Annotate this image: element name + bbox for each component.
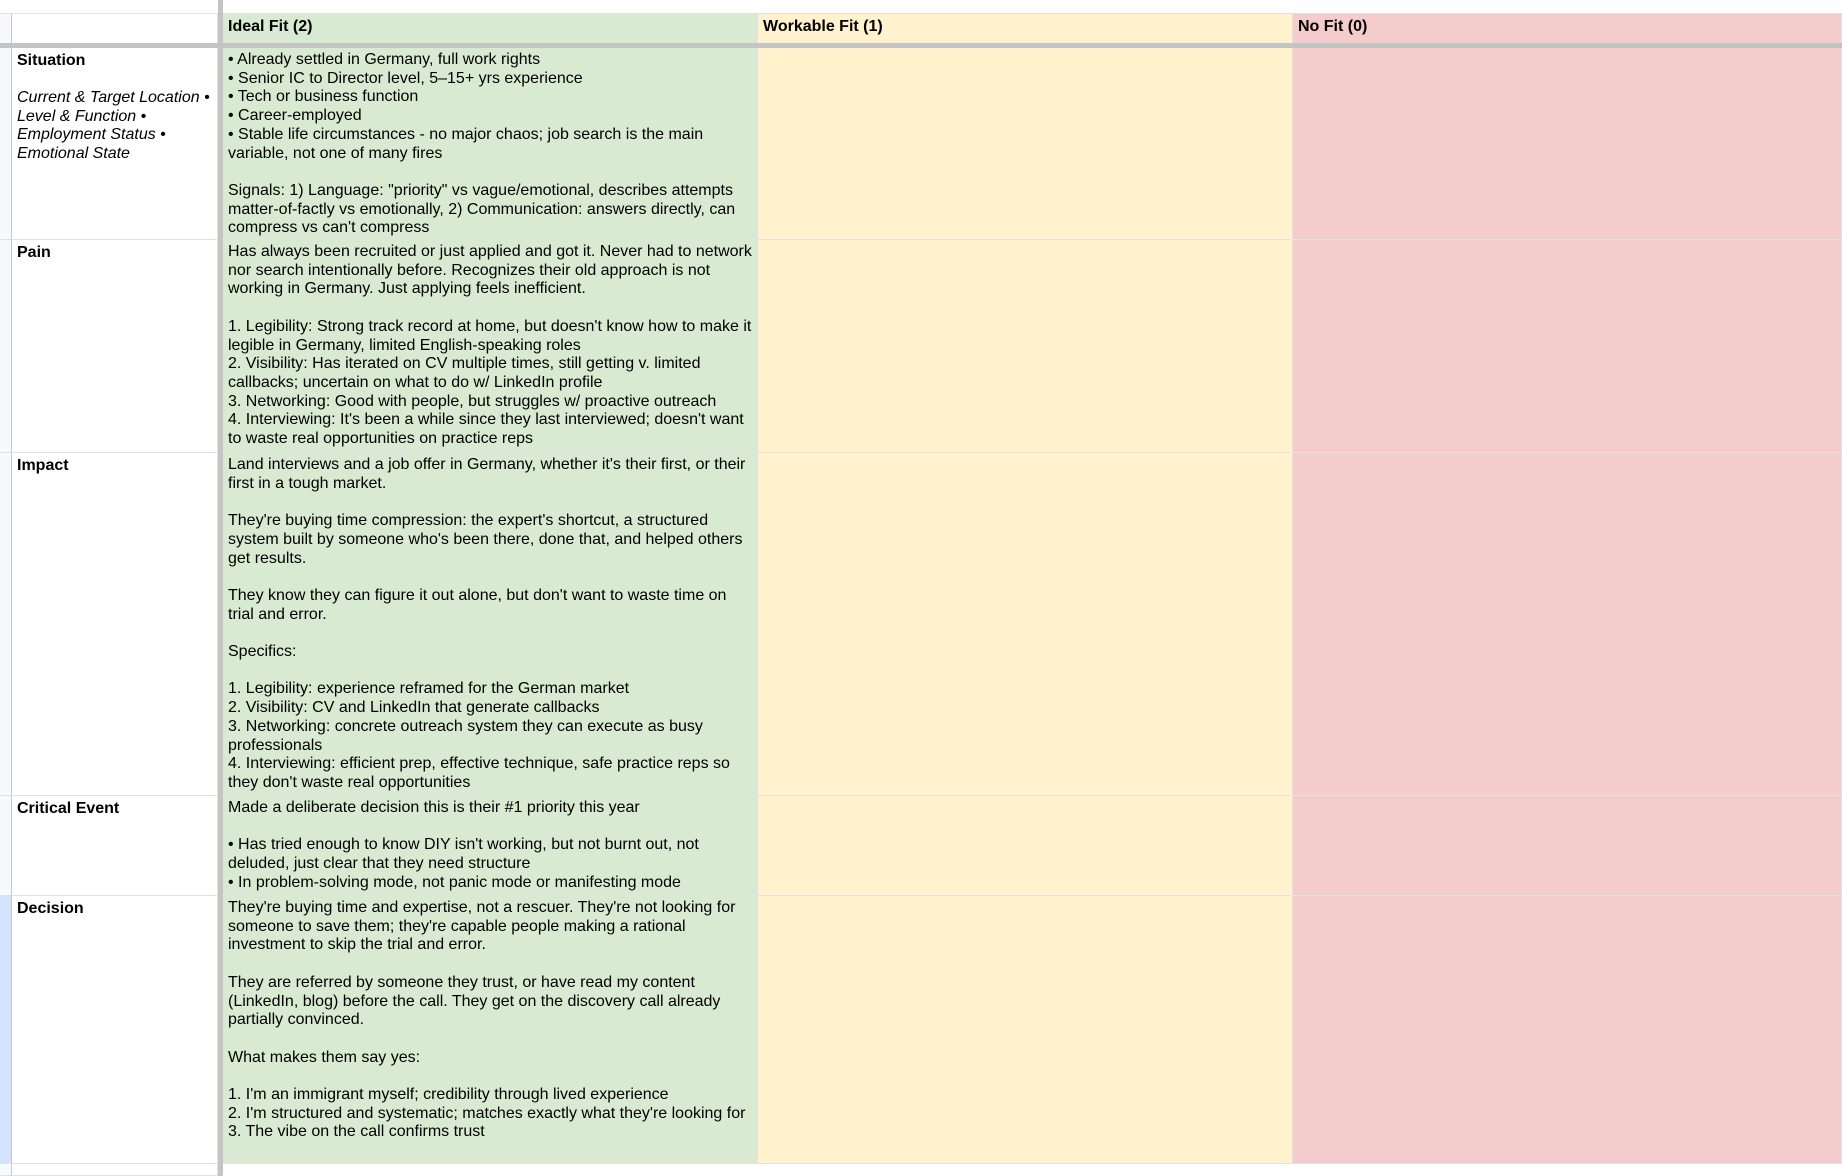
row-label-cell[interactable]	[12, 896, 218, 1164]
row-label-cell[interactable]	[12, 796, 218, 896]
no-fit-decision-cell[interactable]	[1293, 896, 1842, 1164]
ideal-fit-critical-event-cell[interactable]: Made a deliberate decision this is their #1 priority this year • Has tried enough to know DIY isn't working, but not burnt out, not deluded, just clear that they need structure • In problem-solving mode, not panic mode or manifesting mode	[223, 796, 758, 896]
previous-row-strip	[0, 0, 1842, 14]
ideal-fit-impact-cell[interactable]: Land interviews and a job offer in Germany, whether it's their first, or their first in a tough market. They're buying time compression: the expert's shortcut, a structured system built by someone who's been there, done that, and helped others get results. They know they can figure it out alone, but don't want to waste time on trial and error. Specifics: 1. Legibility: experience reframed for the German market 2. Visibility: CV and LinkedIn that generate callbacks 3. Networking: concrete outreach system they can execute as busy professionals 4. Interviewing: efficient prep, effective technique, safe practice reps so they don't waste real opportunities	[223, 453, 758, 796]
ideal-fit-pain-cell[interactable]: Has always been recruited or just applied and got it. Never had to network nor search intentionally before. Recognizes their old approach is not working in Germany. Just applying feels inefficient. 1. Legibility: Strong track record at home, but doesn't know how to make it legible in Germany, limited English-speaking roles 2. Visibility: Has iterated on CV multiple times, still getting v. limited callbacks; uncertain on what to do w/ LinkedIn profile 3. Networking: Good with people, but struggles w/ proactive outreach 4. Interviewing: It's been a while since they last interviewed; doesn't want to waste real opportunities on practice reps	[223, 240, 758, 453]
row-label-impact: Impact	[17, 457, 69, 474]
row-label-decision: Decision	[17, 900, 84, 917]
header-ideal-fit[interactable]: Ideal Fit (2)	[223, 14, 758, 44]
row-label-situation: Situation	[17, 52, 86, 69]
empty-cell[interactable]	[12, 1164, 218, 1176]
row-label-cell[interactable]	[12, 48, 218, 240]
row-header-selected[interactable]	[0, 896, 12, 1164]
row-header[interactable]	[0, 1164, 12, 1176]
workable-fit-decision-cell[interactable]	[758, 896, 1293, 1164]
workable-fit-impact-cell[interactable]	[758, 453, 1293, 796]
row-header[interactable]	[0, 14, 12, 44]
no-fit-situation-cell[interactable]	[1293, 48, 1842, 240]
row-label-cell[interactable]	[12, 453, 218, 796]
header-workable-fit[interactable]: Workable Fit (1)	[758, 14, 1293, 44]
no-fit-pain-cell[interactable]	[1293, 240, 1842, 453]
workable-fit-pain-cell[interactable]	[758, 240, 1293, 453]
row-label-pain: Pain	[17, 244, 51, 261]
header-label-cell[interactable]	[12, 14, 218, 44]
no-fit-critical-event-cell[interactable]	[1293, 796, 1842, 896]
row-label-critical-event: Critical Event	[17, 800, 120, 817]
header-no-fit[interactable]: No Fit (0)	[1293, 14, 1842, 44]
frozen-column-divider[interactable]	[218, 0, 223, 1176]
workable-fit-situation-cell[interactable]	[758, 48, 1293, 240]
ideal-fit-situation-cell[interactable]: • Already settled in Germany, full work rights • Senior IC to Director level, 5–15+ yrs experience • Tech or business function • Career-employed • Stable life circumstances - no major chaos; job search is the main variable, not one of many fires Signals: 1) Language: "priority" vs vague/emotional, describes attempts matter-of-factly vs emotionally, 2) Communication: answers directly, can compress vs can't compress	[223, 48, 758, 240]
row-sublabel-situation: Current & Target Location • Level & Function • Employment Status • Emotional State	[17, 89, 210, 162]
frozen-row-divider[interactable]	[0, 43, 1842, 48]
row-header[interactable]	[0, 48, 12, 240]
row-header[interactable]	[0, 796, 12, 896]
row-header[interactable]	[0, 453, 12, 796]
row-label-cell[interactable]	[12, 240, 218, 453]
workable-fit-critical-event-cell[interactable]	[758, 796, 1293, 896]
ideal-fit-decision-cell[interactable]: They're buying time and expertise, not a rescuer. They're not looking for someone to save them; they're capable people making a rational investment to skip the trial and error. They are referred by someone they trust, or have read my content (LinkedIn, blog) before the call. They get on the discovery call already partially convinced. What makes them say yes: 1. I'm an immigrant myself; credibility through lived experience 2. I'm structured and systematic; matches exactly what they're looking for 3. The vibe on the call confirms trust	[223, 896, 758, 1164]
row-header[interactable]	[0, 240, 12, 453]
no-fit-impact-cell[interactable]	[1293, 453, 1842, 796]
